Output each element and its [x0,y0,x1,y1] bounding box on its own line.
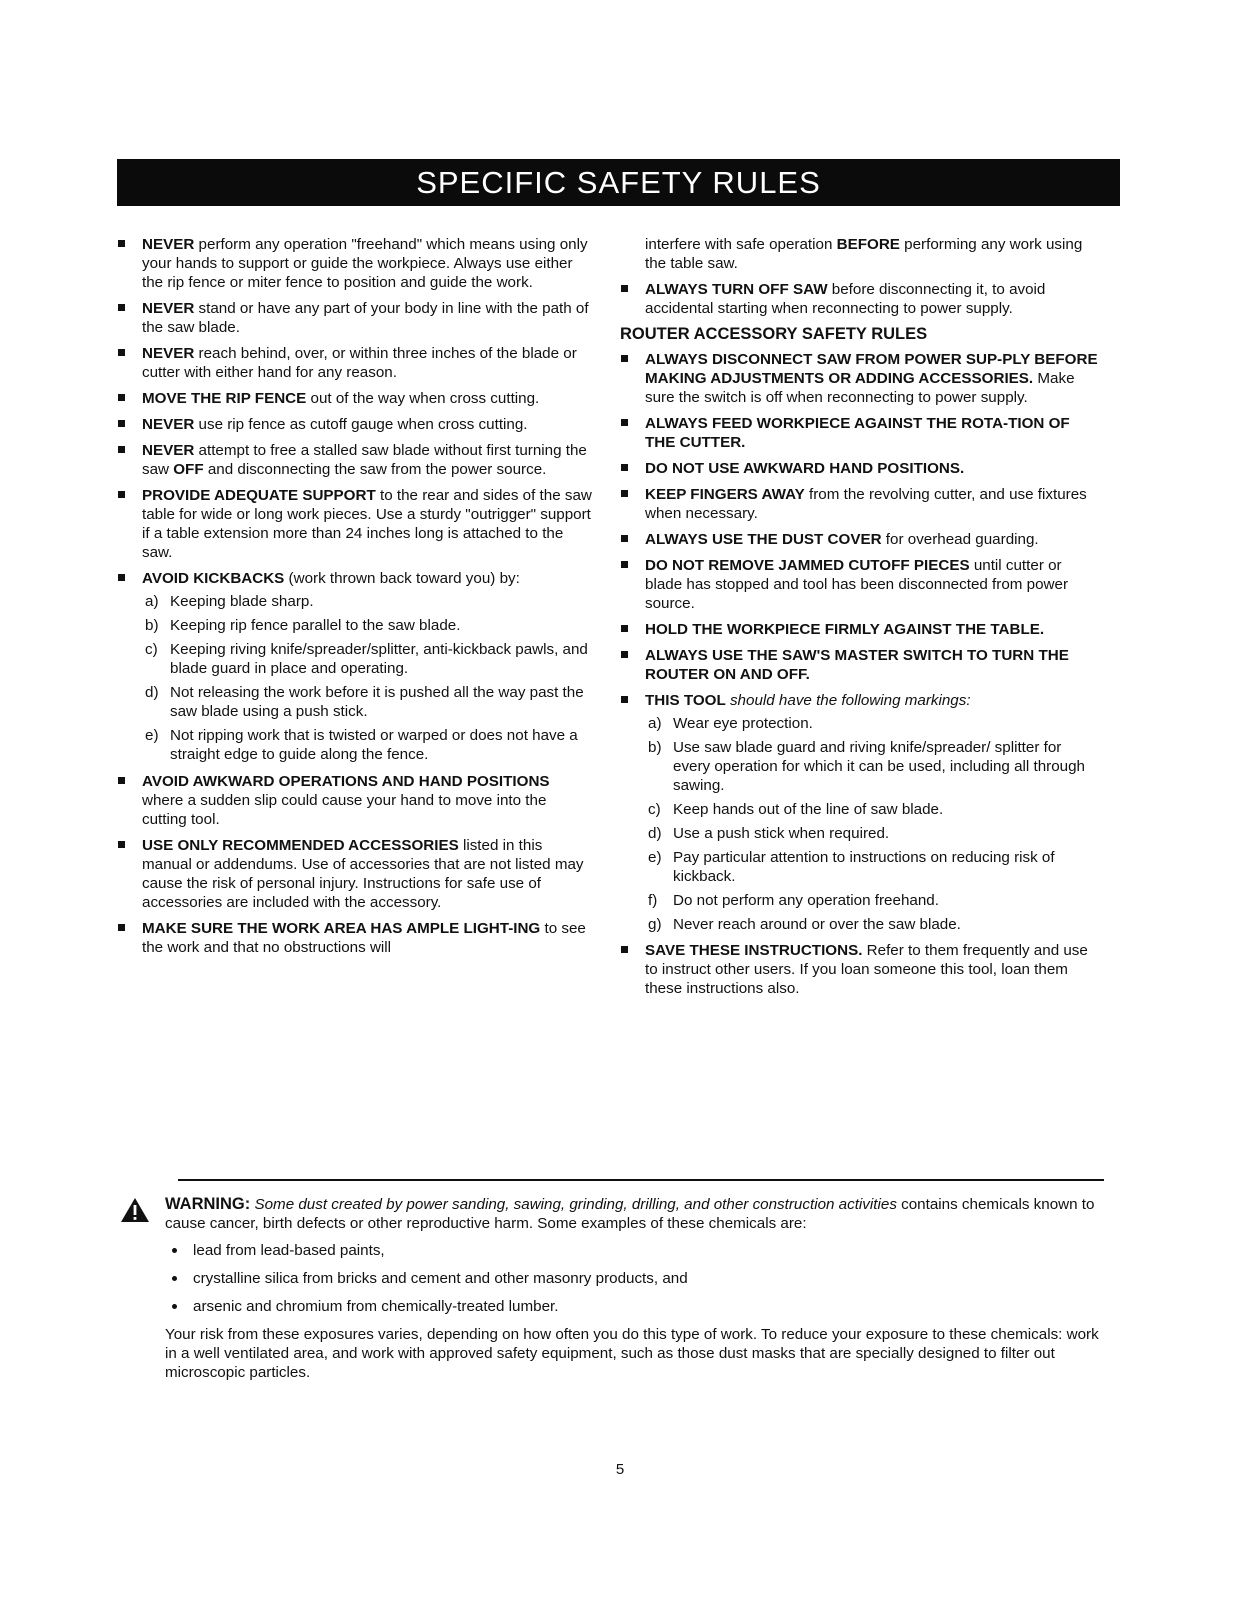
rule-item: NEVER stand or have any part of your body in line with the path of the saw blade. [117,299,595,337]
rule-item: NEVER reach behind, over, or within three inches of the blade or cutter with either hand for any reason. [117,344,595,382]
rule-item: NEVER use rip fence as cutoff gauge when cross cutting. [117,415,595,434]
router-rule-item: HOLD THE WORKPIECE FIRMLY AGAINST THE TABLE. [620,620,1100,639]
router-rule-item: DO NOT REMOVE JAMMED CUTOFF PIECES until cutter or blade has stopped and tool has been disconnected from power source. [620,556,1100,613]
rule-item: NEVER attempt to free a stalled saw blade without first turning the saw OFF and disconnecting the saw from the power source. [117,441,595,479]
divider-line [178,1179,1104,1181]
kickback-sub-item: d) Not releasing the work before it is pushed all the way past the saw blade using a push stick. [145,684,584,720]
warning-text: WARNING: Some dust created by power sanding, sawing, grinding, drilling, and other construction activities contains chemicals known to cause cancer, birth defects or other reproductive harm. Some examples of these chemicals are: [165,1195,1095,1232]
kickback-sub-item: c) Keeping riving knife/spreader/splitter, anti-kickback pawls, and blade guard in place and operating. [145,641,588,677]
router-rule-item: ALWAYS USE THE SAW'S MASTER SWITCH TO TURN THE ROUTER ON AND OFF. [620,646,1100,684]
right-column [620,235,1100,1005]
marking-sub-item: a) Wear eye protection. [648,715,813,732]
warning-triangle-icon [120,1197,150,1223]
warning-label: WARNING: [165,1195,251,1213]
page-banner: SPECIFIC SAFETY RULES [117,159,1120,206]
kickback-sub-item: b) Keeping rip fence parallel to the saw blade. [145,617,461,634]
warning-bullet: crystalline silica from bricks and cement and other masonry products, and [120,1269,1105,1288]
section-heading: ROUTER ACCESSORY SAFETY RULES [620,325,928,343]
marking-sub-item: e) Pay particular attention to instructions on reducing risk of kickback. [648,849,1055,885]
marking-sub-item: b) Use saw blade guard and riving knife/spreader/ splitter for every operation for which it can be used, including all through sawing. [648,739,1085,794]
kickback-sub-item: e) Not ripping work that is twisted or warped or does not have a straight edge to guide along the fence. [145,727,578,763]
router-rule-item: ALWAYS USE THE DUST COVER for overhead guarding. [620,530,1100,549]
rule-item: USE ONLY RECOMMENDED ACCESSORIES listed in this manual or addendums. Use of accessories that are not listed may cause the risk of personal injury. Instructions for safe use of accessories are included with the accessory. [117,836,595,912]
warning-block [120,1195,1105,1382]
router-rule-item: KEEP FINGERS AWAY from the revolving cutter, and use fixtures when necessary. [620,485,1100,523]
continued-text: interfere with safe operation BEFORE performing any work using the table saw. [645,236,1083,272]
rule-item: AVOID KICKBACKS (work thrown back toward you) by: [117,569,595,588]
markings-rule-item: THIS TOOL should have the following markings: [620,691,1100,710]
rule-item: ALWAYS TURN OFF SAW before disconnecting it, to avoid accidental starting when reconnecting to power supply. [620,280,1100,318]
rule-item: AVOID AWKWARD OPERATIONS AND HAND POSITIONS where a sudden slip could cause your hand to move into the cutting tool. [117,772,595,829]
marking-sub-item: g) Never reach around or over the saw blade. [648,916,961,933]
marking-sub-item: f) Do not perform any operation freehand. [648,892,939,909]
left-column [117,235,595,964]
rule-item: MAKE SURE THE WORK AREA HAS AMPLE LIGHT-ING to see the work and that no obstructions will [117,919,595,957]
warning-bullet: lead from lead-based paints, [120,1241,1105,1260]
router-rule-item: DO NOT USE AWKWARD HAND POSITIONS. [620,459,1100,478]
rule-item: PROVIDE ADEQUATE SUPPORT to the rear and sides of the saw table for wide or long work pieces. Use a sturdy "outrigger" support if a table extension more than 24 inches long is attached to the saw. [117,486,595,562]
rule-item: MOVE THE RIP FENCE out of the way when cross cutting. [117,389,595,408]
marking-sub-item: d) Use a push stick when required. [648,825,890,842]
save-instructions-item: SAVE THESE INSTRUCTIONS. Refer to them frequently and use to instruct other users. If you loan someone this tool, loan them these instructions also. [620,941,1100,998]
warning-paragraph: Your risk from these exposures varies, depending on how often you do this type of work. To reduce your exposure to these chemicals: work in a well ventilated area, and work with approved safety equipment, such as those dust masks that are specially designed to filter out microscopic particles. [165,1326,1099,1381]
rule-item: NEVER perform any operation "freehand" which means using only your hands to support or guide the workpiece. Always use either the rip fence or miter fence to position and guide the work. [117,235,595,292]
router-rule-item: ALWAYS DISCONNECT SAW FROM POWER SUP-PLY BEFORE MAKING ADJUSTMENTS OR ADDING ACCESSORIES. Make sure the switch is off when reconnecting to power supply. [620,350,1100,407]
marking-sub-item: c) Keep hands out of the line of saw blade. [648,801,944,818]
router-rule-item: ALWAYS FEED WORKPIECE AGAINST THE ROTA-TION OF THE CUTTER. [620,414,1100,452]
page-number: 5 [615,1461,625,1478]
warning-bullet: arsenic and chromium from chemically-treated lumber. [120,1297,1105,1316]
kickback-sub-item: a) Keeping blade sharp. [145,593,314,610]
